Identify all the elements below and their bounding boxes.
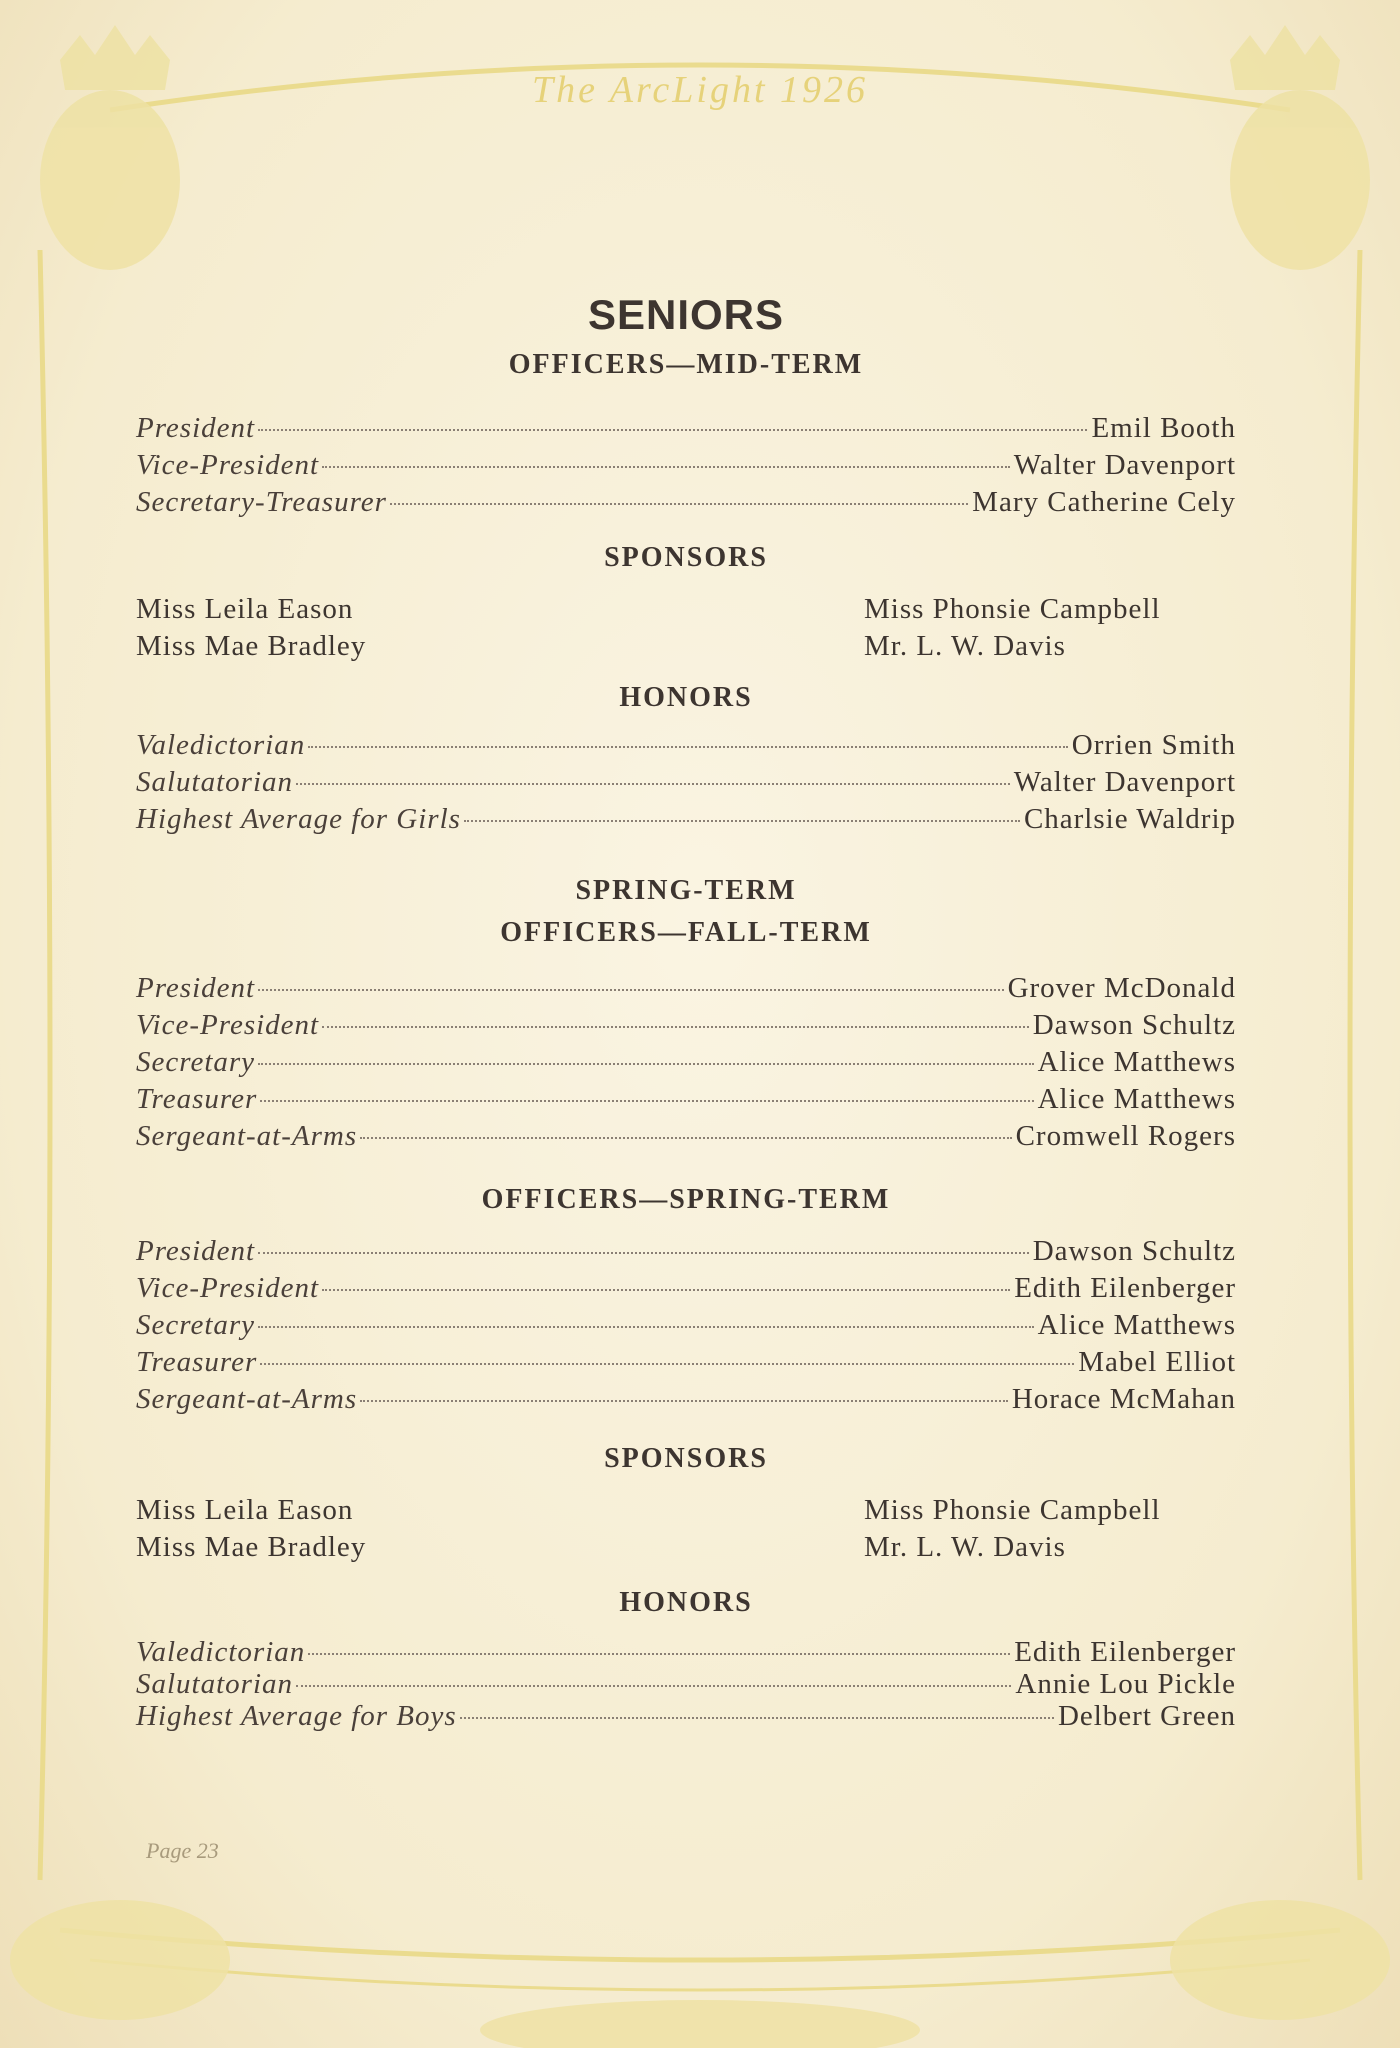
dot-leader	[464, 820, 1020, 822]
honor-label: Highest Average for Boys	[136, 1700, 457, 1732]
mid-term-sponsors-list	[136, 591, 1236, 665]
officer-row	[136, 970, 1236, 1007]
dot-leader	[460, 1717, 1054, 1719]
dot-leader	[322, 1026, 1029, 1028]
office-label: Secretary	[136, 1046, 256, 1078]
running-head: The ArcLight 1926	[531, 69, 869, 111]
office-label: Sergeant-at-Arms	[136, 1383, 358, 1415]
dot-leader	[296, 1685, 1011, 1687]
honor-row	[136, 801, 1236, 838]
dot-leader	[258, 989, 1004, 991]
honor-name: Walter Davenport	[1013, 766, 1236, 798]
sponsor-name: Miss Mae Bradley	[136, 1531, 367, 1563]
officer-row	[136, 1007, 1236, 1044]
spring-term-sponsors-list	[136, 1492, 1236, 1566]
officer-row	[136, 1233, 1236, 1270]
dot-leader	[360, 1137, 1011, 1139]
officer-name: Edith Eilenberger	[1014, 1272, 1236, 1304]
fall-term-officers-list	[136, 970, 1236, 1155]
dot-leader	[258, 1326, 1034, 1328]
office-label: Treasurer	[136, 1346, 258, 1378]
honor-row	[136, 1668, 1236, 1700]
officer-name: Horace McMahan	[1011, 1383, 1236, 1415]
officer-name: Alice Matthews	[1037, 1309, 1236, 1341]
honor-label: Valedictorian	[136, 1636, 306, 1668]
office-label: President	[136, 972, 256, 1004]
mid-term-honors-list	[136, 727, 1236, 838]
spring-term-sponsors-heading: SPONSORS	[604, 1443, 768, 1474]
dot-leader	[308, 1653, 1010, 1655]
sponsor-name: Miss Mae Bradley	[136, 630, 367, 662]
officer-row	[136, 1344, 1236, 1381]
dot-leader	[360, 1400, 1008, 1402]
officer-name: Emil Booth	[1091, 412, 1236, 444]
officer-name: Grover McDonald	[1007, 972, 1236, 1004]
office-label: Vice-President	[136, 1009, 320, 1041]
officer-row	[136, 1307, 1236, 1344]
office-label: Vice-President	[136, 1272, 320, 1304]
office-label: Treasurer	[136, 1083, 258, 1115]
mid-term-officers-list	[136, 410, 1236, 521]
officer-row	[136, 484, 1236, 521]
dot-leader	[322, 466, 1010, 468]
officer-name: Dawson Schultz	[1032, 1235, 1236, 1267]
officer-row	[136, 447, 1236, 484]
sponsor-name: Miss Phonsie Campbell	[864, 593, 1161, 625]
dot-leader	[296, 783, 1010, 785]
officer-row	[136, 1081, 1236, 1118]
spring-term-honors-list	[136, 1636, 1236, 1732]
honor-name: Edith Eilenberger	[1014, 1636, 1236, 1668]
sponsor-name: Miss Leila Eason	[136, 593, 354, 625]
sponsor-name: Mr. L. W. Davis	[864, 630, 1066, 662]
officer-row	[136, 1381, 1236, 1418]
office-label: Sergeant-at-Arms	[136, 1120, 358, 1152]
honor-row	[136, 1636, 1236, 1668]
honor-label: Salutatorian	[136, 1668, 294, 1700]
officer-name: Walter Davenport	[1013, 449, 1236, 481]
page-number: Page 23	[146, 1838, 219, 1863]
page-title: SENIORS	[587, 291, 785, 338]
honor-name: Charlsie Waldrip	[1023, 803, 1236, 835]
mid-term-officers-heading: OFFICERS—MID-TERM	[508, 349, 864, 380]
honor-row	[136, 1700, 1236, 1732]
officer-row	[136, 1118, 1236, 1155]
mid-term-honors-heading: HONORS	[619, 682, 753, 713]
honor-row	[136, 764, 1236, 801]
dot-leader	[258, 1063, 1034, 1065]
dot-leader	[258, 429, 1087, 431]
mid-term-sponsors-heading: SPONSORS	[604, 542, 768, 573]
office-label: Secretary	[136, 1309, 256, 1341]
spring-term-honors-heading: HONORS	[619, 1587, 753, 1618]
officer-name: Dawson Schultz	[1032, 1009, 1236, 1041]
honor-name: Delbert Green	[1057, 1700, 1236, 1732]
officer-name: Alice Matthews	[1037, 1046, 1236, 1078]
spring-term-officers-list	[136, 1233, 1236, 1418]
honor-name: Orrien Smith	[1071, 729, 1236, 761]
officer-row	[136, 1270, 1236, 1307]
honor-name: Annie Lou Pickle	[1015, 1668, 1236, 1700]
honor-row	[136, 727, 1236, 764]
officer-name: Alice Matthews	[1037, 1083, 1236, 1115]
office-label: President	[136, 1235, 256, 1267]
officer-name: Cromwell Rogers	[1015, 1120, 1236, 1152]
officer-row	[136, 1044, 1236, 1081]
fall-term-officers-heading: OFFICERS—FALL-TERM	[500, 917, 872, 948]
honor-label: Valedictorian	[136, 729, 306, 761]
office-label: President	[136, 412, 256, 444]
dot-leader	[260, 1363, 1074, 1365]
office-label: Vice-President	[136, 449, 320, 481]
dot-leader	[308, 746, 1067, 748]
officer-row	[136, 410, 1236, 447]
sponsor-name: Mr. L. W. Davis	[864, 1531, 1066, 1563]
dot-leader	[258, 1252, 1029, 1254]
honor-label: Salutatorian	[136, 766, 294, 798]
office-label: Secretary-Treasurer	[136, 486, 387, 518]
spring-term-heading: SPRING-TERM	[575, 875, 797, 906]
dot-leader	[322, 1289, 1010, 1291]
dot-leader	[260, 1100, 1033, 1102]
dot-leader	[390, 503, 968, 505]
officer-name: Mabel Elliot	[1078, 1346, 1236, 1378]
officer-name: Mary Catherine Cely	[972, 486, 1236, 518]
honor-label: Highest Average for Girls	[136, 803, 461, 835]
sponsor-name: Miss Leila Eason	[136, 1494, 354, 1526]
sponsor-name: Miss Phonsie Campbell	[864, 1494, 1161, 1526]
spring-term-officers-heading: OFFICERS—SPRING-TERM	[481, 1184, 891, 1215]
page-content	[136, 290, 1236, 1732]
